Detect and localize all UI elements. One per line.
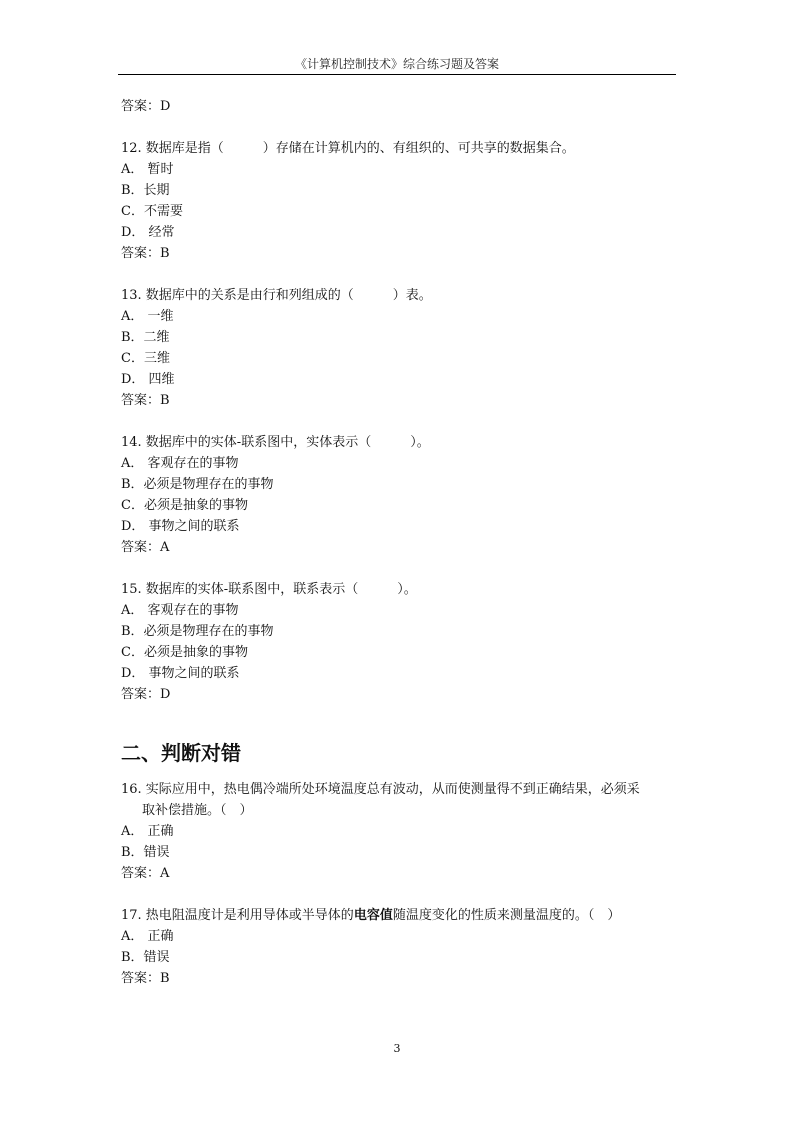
question-14 (121, 432, 681, 558)
spacer (121, 558, 681, 579)
stem-text-bold: 电容值 (353, 908, 393, 923)
question-stem (121, 905, 681, 926)
answer: 答案：A (121, 866, 170, 881)
option-c: C．必须是抽象的事物 (121, 645, 248, 660)
answer: 答案：D (121, 687, 171, 702)
option-c: C．三维 (121, 351, 170, 366)
question-13 (121, 285, 681, 411)
question-12 (121, 138, 681, 264)
section-heading: 二、判断对错 (121, 741, 241, 765)
answer: 答案：B (121, 393, 170, 408)
page-content (121, 96, 681, 989)
spacer (121, 411, 681, 432)
option-a: A． 客观存在的事物 (121, 603, 239, 618)
option-c: C．不需要 (121, 204, 183, 219)
question-stem: 15. 数据库的实体-联系图中，联系表示（ ）。 (121, 582, 417, 597)
option-d: D． 事物之间的联系 (121, 519, 240, 534)
option-c: C．必须是抽象的事物 (121, 498, 248, 513)
option-a: A． 客观存在的事物 (121, 456, 239, 471)
option-b: B．错误 (121, 950, 170, 965)
option-b: B．必须是物理存在的事物 (121, 477, 274, 492)
option-a: A． 暂时 (121, 162, 174, 177)
answer-q11: 答案：D (121, 99, 171, 114)
question-stem: 12. 数据库是指（ ）存储在计算机内的、有组织的、可共享的数据集合。 (121, 141, 575, 156)
option-a: A． 一维 (121, 309, 174, 324)
option-b: B．长期 (121, 183, 170, 198)
spacer (121, 264, 681, 285)
question-17 (121, 905, 681, 989)
page-header: 《计算机控制技术》综合练习题及答案 (294, 57, 499, 71)
option-a: A． 正确 (121, 824, 174, 839)
question-15 (121, 579, 681, 705)
spacer (121, 884, 681, 905)
option-d: D． 四维 (121, 372, 175, 387)
option-d: D． 经常 (121, 225, 175, 240)
stem-text-post: 随温度变化的性质来测量温度的。（ ） (392, 908, 621, 923)
option-a: A． 正确 (121, 929, 174, 944)
stem-text-pre: 17. 热电阻温度计是利用导体或半导体的 (121, 908, 354, 923)
spacer (121, 117, 681, 138)
question-stem: 13. 数据库中的关系是由行和列组成的（ ）表。 (121, 288, 432, 303)
page-number: 3 (393, 1042, 401, 1055)
question-stem: 14. 数据库中的实体-联系图中，实体表示（ ）。 (121, 435, 430, 450)
header-rule (118, 74, 676, 75)
option-b: B．二维 (121, 330, 170, 345)
question-16 (121, 779, 681, 884)
question-stem-continued: 取补偿措施。（ ） (142, 803, 253, 818)
answer: 答案：B (121, 971, 170, 986)
option-b: B．错误 (121, 845, 170, 860)
answer: 答案：B (121, 246, 170, 261)
option-b: B．必须是物理存在的事物 (121, 624, 274, 639)
option-d: D． 事物之间的联系 (121, 666, 240, 681)
answer: 答案：A (121, 540, 170, 555)
question-stem: 16. 实际应用中，热电偶冷端所处环境温度总有波动，从而使测量得不到正确结果，必须采 (121, 782, 640, 797)
